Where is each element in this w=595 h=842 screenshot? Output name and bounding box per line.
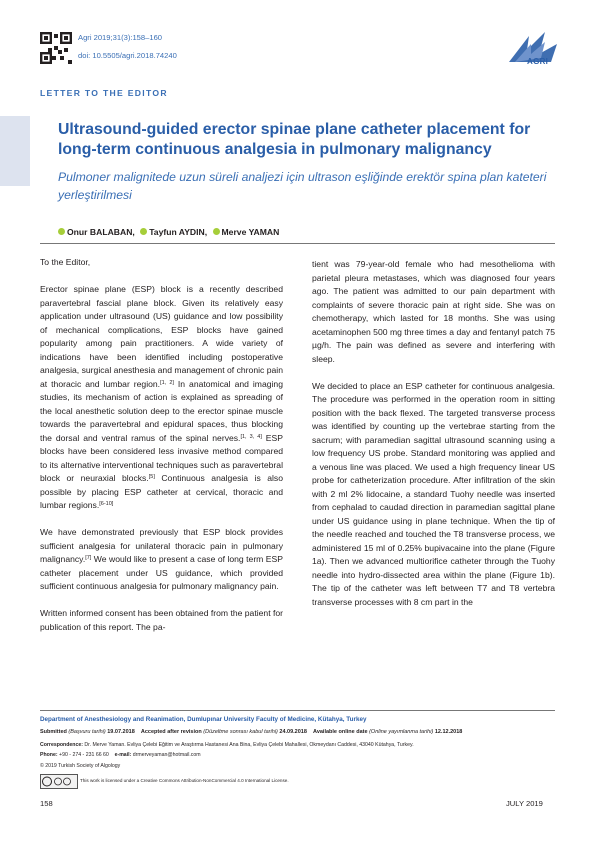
author-list [58,227,282,237]
orcid-icon[interactable] [58,228,65,235]
author-item: Tayfun AYDIN, [140,227,207,237]
orcid-icon[interactable] [213,228,220,235]
paragraph: Written informed consent has been obtained from the patient for publication of this report. The pa- [40,608,283,632]
journal-logo-text: AGRI [527,57,549,66]
paragraph: We decided to place an ESP catheter for continuous analgesia. The procedure was performed in the operation room in sitting position with the back flexed. The targeted transverse process was identified by counting up the vertebrae starting from the sacrum; with paramedian sagittal ultrasound scanning using a low frequency US probe. Standard monitoring was applied and a venous line was placed. We used a high frequency linear US probe for catheterization procedure. After infiltration of the skin with 2 ml 2% lidocaine, a standard Tuohy needle was inserted from cephalad to caudad direction in paramedian sagittal plane under US guidance using in plane technique. When the tip of the needle reached and touched the T8 transverse process, we administered 15 ml of 0.25% bupivacaine into the plane (Figure 1a). Then we advanced multiorifice catheter through the Tuohy needle into hydro-dissected area within the plane (Figure 1b). The tip of the catheter was left between T7 and T8 vertebra transverse processes with 8 cm part in the [312,380,555,607]
citation-ref[interactable]: [1, 2] [160,379,174,386]
citation-ref[interactable]: [1, 3, 4] [240,433,262,440]
journal-citation: Agri 2019;31(3):158–160 [78,33,163,42]
paragraph: Erector spinae plane (ESP) block is a recently described paravertebral fascial plane block. Given its relatively easy application under ultrasound (US) guidance and low possibility of mechanical complications, ESP blocks have gained popularity among pain practitioners. A wide variety of indications have been identified including postoperative analgesia, surgical anesthesia and management of chronic pain at thoracic and lumbar region.[1, 2] In anatomical and imaging studies, its mechanism of action is explained as spreading of the local anesthetic solution deep to the erector spinae muscle towards the paravertebral and epidural spaces, thus blocking the dorsal and ventral ramus of the spinal nerves.[1, 3, 4] ESP blocks have been considered less invasive method compared to its alternative interventional techniques such as paravertebral block or neuraxial blocks.[5] Continuous analgesia is also possible by placing ESP catheter at cervical, thoracic and lumbar regions.[6-10] [40,284,283,510]
author-item: Merve YAMAN [213,227,280,237]
copyright: © 2019 Turkish Society of Algology [40,763,121,769]
author-item: Onur BALABAN, [58,227,135,237]
title-side-bar [0,116,30,186]
salutation: To the Editor, [40,257,91,267]
license-text: This work is licensed under a Creative Commons Attribution-NonCommercial 4.0 International License. [80,778,289,783]
body-column-left [40,256,283,648]
article-subtitle: Pulmoner malignitede uzun süreli analjezi için ultrason eşliğinde erektör spina plan kateteri yerleştirilmesi [58,170,547,202]
orcid-icon[interactable] [140,228,147,235]
correspondence: Correspondence: Dr. Merve Yaman. Evliya Çelebi Eğitim ve Araştırma Hastanesi Ana Bina, Evliya Çelebi Mahallesi, Okmeydanı Caddesi, 43040 Kütahya, Turkey. Phone: +90 - 274 - 231 66 60 e-mail: drmerveyaman@hotmail.com [40,742,414,758]
article-title: Ultrasound-guided erector spinae plane catheter placement for long-term continuous analgesia in pulmonary malignancy [58,121,531,158]
section-label: LETTER TO THE EDITOR [40,88,168,98]
page-number: 158 [40,799,53,808]
affiliation: Department of Anesthesiology and Reanimation, Dumlupınar University Faculty of Medicine, Kütahya, Turkey [40,716,367,723]
creative-commons-icon[interactable] [40,774,78,789]
body-column-right [312,258,555,623]
footer-divider [40,710,555,711]
article-dates: Submitted (Başvuru tarihi) 19.07.2018 Accepted after revision (Düzeltme sonrası kabul tarihi) 24.09.2018 Available online date (Online yayımlanma tarihi) 12.12.2018 [40,729,463,735]
citation-ref[interactable]: [6-10] [99,501,114,507]
paragraph: tient was 79-year-old female who had mesothelioma with parietal pleura metastases, which was diagnosed four years ago. The patient was admitted to our pain department with complaints of severe thoracic pain at right side. She was on chemotherapy, which lasted for 18 months. She was using acetaminophen 500 mg three times a day and fentanyl patch 75 µg/h. The pain was defined as severe and interfering with sleep. [312,259,555,364]
doi-line[interactable]: doi: 10.5505/agri.2018.74240 [78,51,177,60]
email-link[interactable]: drmerveyaman@hotmail.com [132,751,201,758]
qr-code [40,32,72,64]
paragraph: We have demonstrated previously that ESP block provides sufficient analgesia for unilateral thoracic pain in pulmonary malignancy.[7] We would like to present a case of long term ESP catheter placement under US guidance, which provided sufficient continuous analgesia for pulmonary malignancy pain. [40,527,283,591]
issue-date: JULY 2019 [506,799,543,808]
citation-ref[interactable]: [5] [148,474,155,480]
header-divider [40,243,555,244]
citation-ref[interactable]: [7] [85,555,92,561]
